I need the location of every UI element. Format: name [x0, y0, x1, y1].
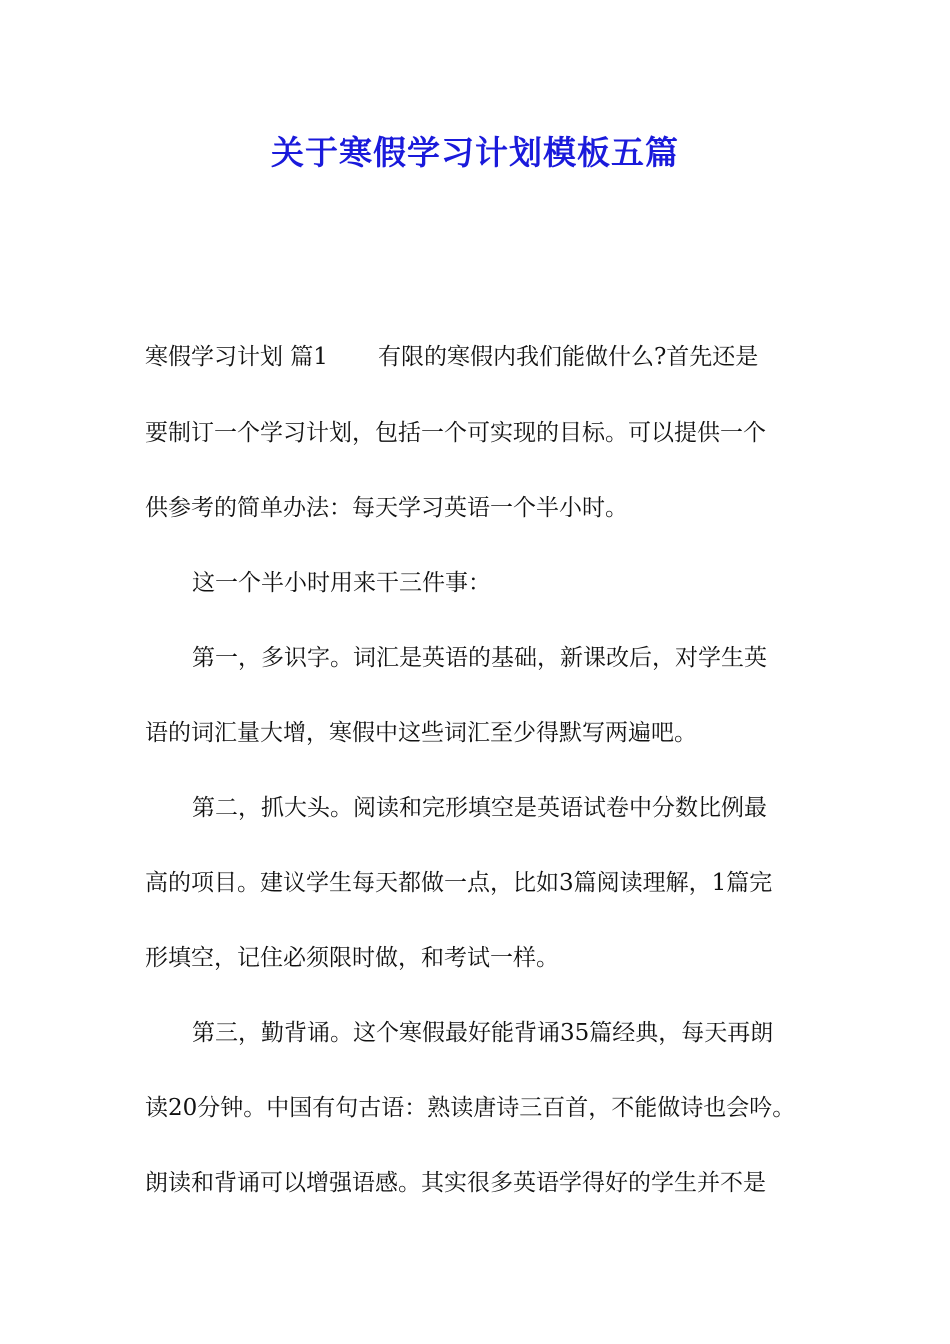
body-line-6: 第二，抓大头。阅读和完形填空是英语试卷中分数比例最 [192, 795, 767, 821]
body-line-9: 第三，勤背诵。这个寒假最好能背诵35篇经典，每天再朗 [192, 1020, 774, 1046]
body-line-10: 读20分钟。中国有句古语：熟读唐诗三百首，不能做诗也会吟。 [145, 1095, 796, 1121]
section-heading: 寒假学习计划 篇1 [145, 344, 328, 370]
body-line-1: 要制订一个学习计划，包括一个可实现的目标。可以提供一个 [145, 420, 766, 446]
document-title: 关于寒假学习计划模板五篇 [271, 133, 679, 172]
first-line [145, 340, 825, 374]
body-line-8: 形填空，记住必须限时做，和考试一样。 [145, 945, 559, 971]
body-line-2: 供参考的简单办法：每天学习英语一个半小时。 [145, 495, 628, 521]
body-line-5: 语的词汇量大增，寒假中这些词汇至少得默写两遍吧。 [145, 720, 697, 746]
body-line-4: 第一，多识字。词汇是英语的基础，新课改后，对学生英 [192, 645, 767, 671]
body-line-3: 这一个半小时用来干三件事： [192, 570, 491, 596]
first-line-text: 有限的寒假内我们能做什么?首先还是 [377, 344, 759, 370]
body-line-11: 朗读和背诵可以增强语感。其实很多英语学得好的学生并不是 [145, 1170, 766, 1196]
body-line-7: 高的项目。建议学生每天都做一点，比如3篇阅读理解，1篇完 [145, 870, 773, 896]
